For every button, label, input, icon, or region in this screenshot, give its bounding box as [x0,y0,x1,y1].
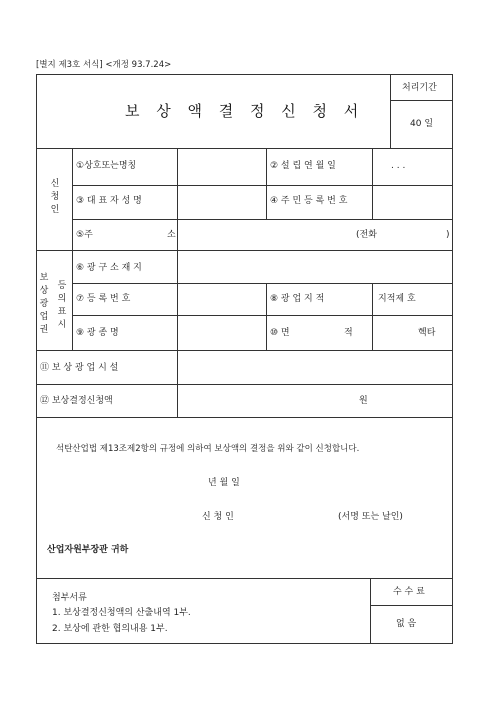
mining-cadastre-value: 지적제 호 [378,294,416,304]
address-label: ⑤주 [76,230,93,240]
col-line [372,283,373,350]
mining-facility-label: ⑪ 보 상 광 업 시 설 [40,363,119,373]
attachment-item: 2. 보상에 관한 협의내용 1부. [52,624,168,634]
area-label-suffix: 적 [344,328,353,338]
col-line [72,148,73,350]
area-unit: 헥타 [418,328,436,338]
col-line [266,148,267,219]
registration-number-label: ⑦ 등 록 번 호 [76,294,131,304]
mining-cadastre-label: ⑧ 광 업 지 적 [270,294,325,304]
col-line [266,283,267,350]
divider [390,74,391,148]
area-label: ⑩ 면 [270,328,290,338]
form-title: 보 상 액 결 정 신 청 서 [125,102,365,120]
applicant-line: 신 청 인 [202,512,234,522]
row-line [36,148,453,149]
processing-period-value: 40 일 [410,119,434,129]
representative-name-label: ③ 대 표 자 성 명 [76,196,142,206]
col-line [177,148,178,417]
company-name-label: ①상호또는명칭 [76,161,137,171]
mineral-type-label: ⑨ 광 종 명 [76,328,119,338]
attachment-item: 1. 보상결정신청액의 산출내역 1부. [52,608,191,618]
fee-value: 없 음 [396,619,417,629]
row-line [36,417,453,418]
establishment-date-label: ② 설 립 연 월 일 [270,161,336,171]
application-statement: 석탄산업법 제13조제2항의 규정에 의하여 보상액의 결정을 위와 같이 신청합니다. [56,444,360,454]
mining-section-label: 보상광업권 [39,273,49,335]
compensation-amount-unit: 원 [359,396,368,406]
date-line: 년 월 일 [208,478,240,488]
applicant-section-label: 신청인 [50,179,60,215]
form-frame [36,74,453,644]
row-line [36,350,453,351]
row-line [370,605,453,606]
row-line [72,219,453,220]
row-line [36,578,453,579]
phone-label: (전화 [356,230,377,240]
resident-number-label: ④ 주 민 등 록 번 호 [270,196,348,206]
fee-label: 수 수 료 [393,587,425,597]
form-header-note: [별지 제3호 서식] <개정 93.7.24> [36,60,172,70]
phone-close: ) [446,230,450,240]
row-line [72,283,453,284]
col-line [372,148,373,219]
compensation-amount-label: ⑫ 보상결정신청액 [40,396,113,406]
address-label-suffix: 소 [167,230,176,240]
mining-section-label-2: 등의 표시 [57,281,67,330]
recipient: 산업자원부장관 귀하 [47,545,129,555]
row-line [72,185,453,186]
row-line [36,250,453,251]
divider [390,100,453,101]
row-line [36,384,453,385]
attachments-heading: 첨부서류 [52,593,87,603]
signature-line: (서명 또는 날인) [338,512,403,522]
row-line [72,315,453,316]
establishment-date-value: . . . [391,161,406,171]
col-line [370,578,371,644]
processing-period-label: 처리기간 [402,83,437,93]
mine-location-label: ⑥ 광 구 소 재 지 [76,263,142,273]
